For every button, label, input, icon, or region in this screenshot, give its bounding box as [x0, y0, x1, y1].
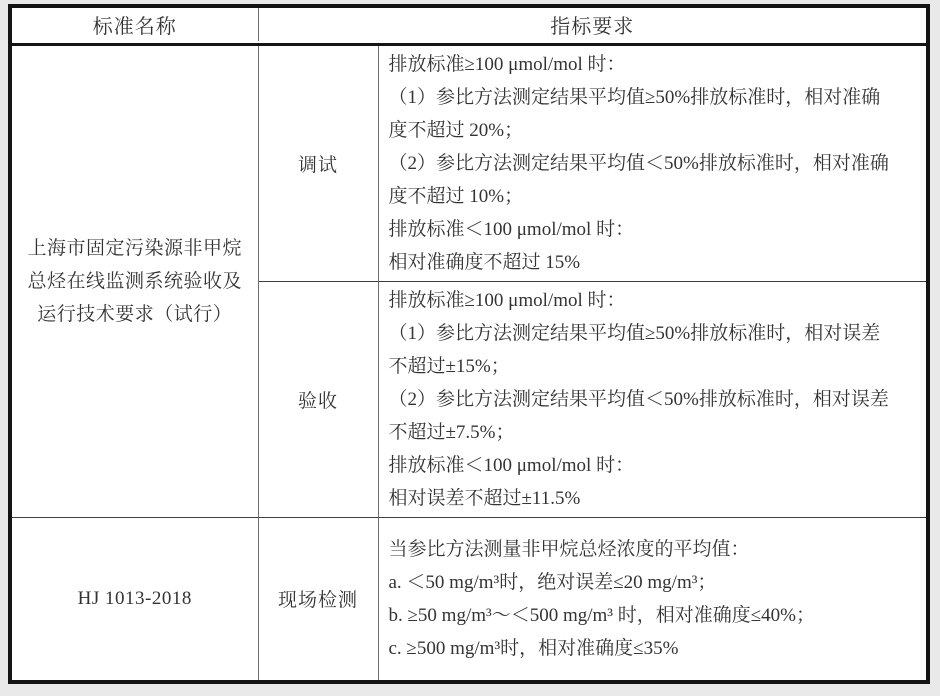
- stage-cell: 验收: [258, 282, 378, 518]
- requirement-line: 排放标准＜100 μmol/mol 时：: [388, 219, 635, 240]
- requirement-line: （1）参比方法测定结果平均值≥50%排放标准时，相对误差: [388, 323, 881, 344]
- requirement-line: 相对误差不超过±11.5%: [388, 488, 581, 509]
- stage-cell: 现场检测: [258, 518, 378, 682]
- header-standard-name: 标准名称: [10, 6, 258, 42]
- requirement-line: 排放标准≥100 μmol/mol 时：: [388, 54, 626, 75]
- requirement-line: 不超过±15%；: [388, 356, 510, 377]
- table-row: [10, 46, 928, 282]
- stage-cell: 调试: [258, 46, 378, 282]
- header-row: [10, 6, 928, 42]
- requirement-line: 排放标准≥100 μmol/mol 时：: [388, 290, 626, 311]
- standard-name-cell: HJ 1013-2018: [10, 518, 258, 682]
- requirement-cell: [378, 46, 928, 282]
- requirement-line: c. ≥500 mg/m³时，相对准确度≤35%: [388, 637, 679, 659]
- requirement-line: （1）参比方法测定结果平均值≥50%排放标准时，相对准确: [388, 87, 881, 108]
- requirement-line: b. ≥50 mg/m³～＜500 mg/m³ 时，相对准确度≤40%；: [388, 604, 815, 626]
- standard-name-line: 总烃在线监测系统验收及: [27, 271, 242, 292]
- requirement-line: 当参比方法测量非甲烷总烃浓度的平均值：: [388, 538, 750, 560]
- requirement-line: a. ＜50 mg/m³时，绝对误差≤20 mg/m³；: [388, 571, 717, 593]
- requirement-line: 排放标准＜100 μmol/mol 时：: [388, 455, 635, 476]
- document-page: [8, 4, 930, 684]
- requirement-line: （2）参比方法测定结果平均值＜50%排放标准时，相对误差: [388, 389, 889, 410]
- requirement-line: 相对准确度不超过 15%: [388, 252, 581, 273]
- table-row: [10, 518, 928, 682]
- requirement-cell: [378, 518, 928, 682]
- standards-table: [8, 4, 930, 684]
- requirement-line: 度不超过 10%；: [388, 186, 524, 207]
- standard-name-line: 上海市固定污染源非甲烷: [27, 238, 242, 259]
- requirement-cell: [378, 282, 928, 518]
- header-requirement: 指标要求: [258, 6, 928, 42]
- requirement-line: （2）参比方法测定结果平均值＜50%排放标准时，相对准确: [388, 153, 889, 174]
- standard-name-cell: [10, 46, 258, 518]
- requirement-line: 度不超过 20%；: [388, 120, 524, 141]
- standard-name-line: 运行技术要求（试行）: [37, 304, 233, 325]
- requirement-line: 不超过±7.5%；: [388, 422, 515, 443]
